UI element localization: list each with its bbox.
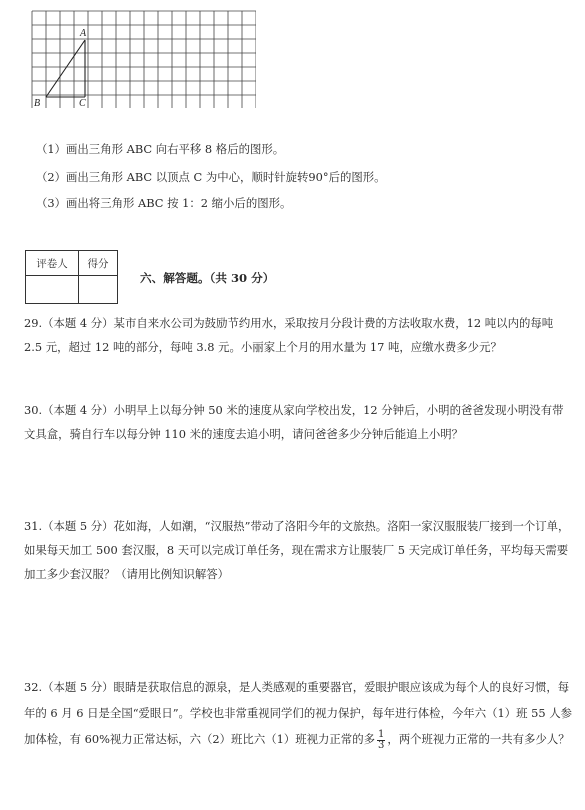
score-table-cell-grader[interactable]: [26, 276, 79, 304]
grid-figure: [28, 6, 256, 108]
question-30: 30.（本题 4 分）小明早上以每分钟 50 米的速度从家向学校出发，12 分钟后，小明的爸爸发现小明没有带文具盒，骑自行车以每分钟 110 米的速度去追小明，请问爸爸多少分钟后能追上小明？: [24, 403, 564, 441]
question-31: 31.（本题 5 分）花如海，人如潮，“汉服热”带动了洛阳今年的文旅热。洛阳一家汉服服装厂接到一个订单，如果每天加工 500 套汉服，8 天可以完成订单任务，现在需求方让服装厂 5 天完成订单任务，平均每天需要加工多少套汉服？（请用比例知识解答）: [24, 519, 570, 581]
score-table: [25, 250, 118, 304]
question-32: [24, 674, 572, 752]
vertex-label-b: B: [34, 98, 41, 108]
score-table-cell-score[interactable]: [79, 276, 118, 304]
vertex-label-c: C: [79, 98, 86, 108]
instruction-3: （3）画出将三角形 ABC 按 1：2 缩小后的图形。: [36, 196, 292, 210]
question-32-text-before: 32.（本题 5 分）眼睛是获取信息的源泉，是人类感观的重要器官，爱眼护眼应该成为每个人的良好习惯，每年的 6 月 6 日是全国“爱眼日”。学校也非常重视同学们的视力保护，每年进行体检，今年六（1）班 55 人参加体检，有 60%视力正常达标，六（2）班比六（1）班视力正常的多: [24, 680, 573, 746]
section-title: 六、解答题。（共 30 分）: [140, 271, 275, 285]
fraction-one-third: [377, 730, 385, 751]
triangle-side-ab: [46, 40, 85, 97]
score-table-header-grader: 评卷人: [26, 251, 79, 276]
score-table-header-score: 得分: [79, 251, 118, 276]
fraction-denominator: 3: [377, 739, 385, 751]
question-32-text-after: ，两个班视力正常的一共有多少人？: [387, 732, 570, 746]
instruction-2: （2）画出三角形 ABC 以顶点 C 为中心，顺时针旋转90°后的图形。: [36, 170, 386, 184]
instruction-1: （1）画出三角形 ABC 向右平移 8 格后的图形。: [36, 142, 285, 156]
question-29: 29.（本题 4 分）某市自来水公司为鼓励节约用水，采取按月分段计费的方法收取水费，12 吨以内的每吨 2.5 元，超过 12 吨的部分，每吨 3.8 元。小丽家上个月的用水量为 17 吨，应缴水费多少元？: [24, 316, 554, 354]
vertex-label-a: A: [80, 28, 87, 39]
grid-lines: [32, 11, 256, 108]
fraction-numerator: 1: [377, 728, 385, 740]
